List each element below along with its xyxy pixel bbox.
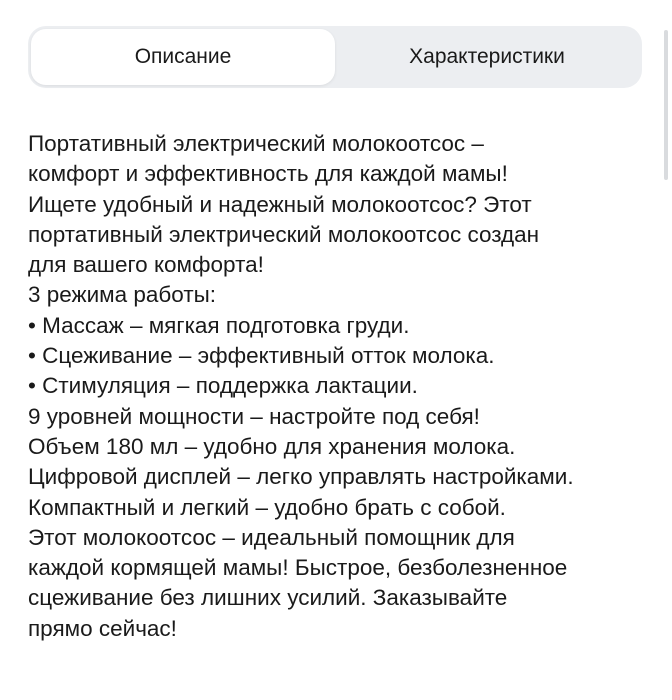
description-line: Ищете удобный и надежный молокоотсос? Этот xyxy=(28,191,532,217)
description-line: для вашего комфорта! xyxy=(28,252,264,278)
description-line: прямо сейчас! xyxy=(28,615,177,641)
segmented-tabs xyxy=(28,26,642,88)
description-line: • Стимуляция – поддержка лактации. xyxy=(28,373,418,399)
tab-characteristics-label: Характеристики xyxy=(409,45,565,68)
description-line: портативный электрический молокоотсос создан xyxy=(28,221,540,247)
product-description xyxy=(28,129,648,644)
description-line: • Сцеживание – эффективный отток молока. xyxy=(28,343,495,369)
scrollbar-thumb[interactable] xyxy=(664,30,668,180)
description-line: Объем 180 мл – удобно для хранения молока. xyxy=(28,433,516,459)
description-line: 3 режима работы: xyxy=(28,282,217,308)
description-line: • Массаж – мягкая подготовка груди. xyxy=(28,312,410,338)
description-line: сцеживание без лишних усилий. Заказывайте xyxy=(28,585,508,611)
tab-characteristics[interactable] xyxy=(335,29,639,85)
description-line: Компактный и легкий – удобно брать с собой. xyxy=(28,494,506,520)
tab-description-label: Описание xyxy=(134,45,232,68)
description-line: Портативный электрический молокоотсос – xyxy=(28,131,484,156)
description-line: комфорт и эффективность для каждой мамы! xyxy=(28,161,508,187)
description-line: каждой кормящей мамы! Быстрое, безболезненное xyxy=(28,555,568,581)
description-line: Цифровой дисплей – легко управлять настройками. xyxy=(28,464,574,490)
tab-description[interactable] xyxy=(31,29,335,85)
description-line: Этот молокоотсос – идеальный помощник для xyxy=(28,524,515,550)
description-line: 9 уровней мощности – настройте под себя! xyxy=(28,403,480,429)
